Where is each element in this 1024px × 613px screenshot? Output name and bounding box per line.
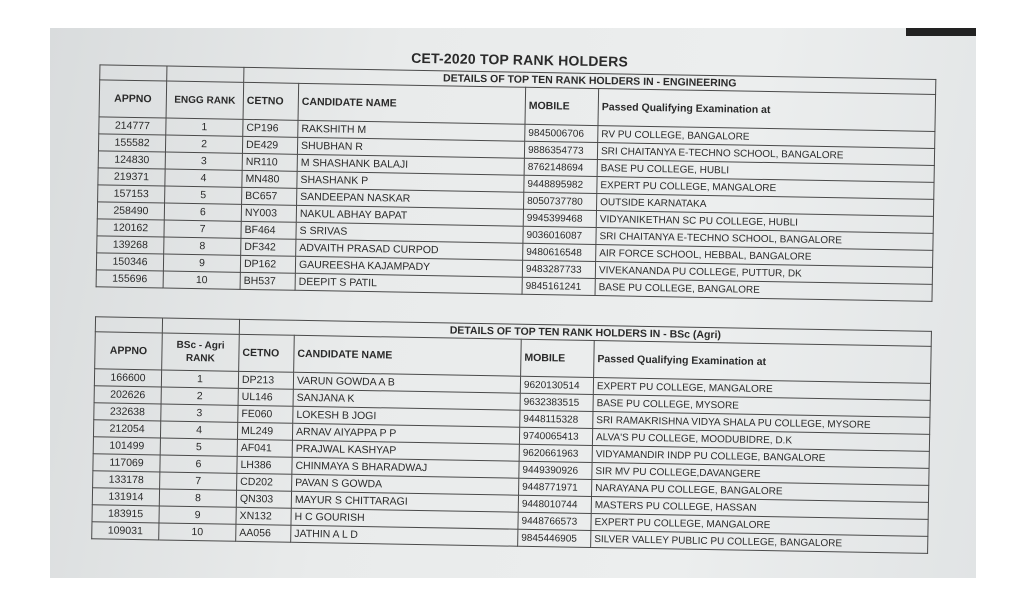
cell-rank: 2	[161, 387, 238, 405]
cell-candidate-name: MAYUR S CHITTARAGI	[291, 491, 518, 512]
header-cetno: CETNO	[243, 82, 299, 120]
cell-candidate-name: VARUN GOWDA A B	[293, 372, 520, 393]
cell-exam: NARAYANA PU COLLEGE, BANGALORE	[592, 480, 929, 503]
header-rank: ENGG RANK	[166, 81, 244, 119]
cell-mobile: 8762148694	[524, 158, 597, 176]
page-title: CET-2020 TOP RANK HOLDERS	[411, 49, 629, 70]
cell-rank: 10	[159, 523, 236, 541]
agri-caption: DETAILS OF TOP TEN RANK HOLDERS IN - BSc (Agri)	[239, 319, 931, 346]
cell-exam: OUTSIDE KARNATAKA	[596, 194, 933, 217]
agri-table	[91, 316, 932, 554]
header-rank: BSc - Agri RANK	[162, 333, 240, 371]
cell-cetno: MN480	[242, 170, 297, 188]
cell-mobile: 9886354773	[524, 141, 597, 159]
cell-exam: BASE PU COLLEGE, MYSORE	[593, 395, 930, 418]
cell-candidate-name: SANDEEPAN NASKAR	[297, 188, 524, 209]
cell-mobile: 9632383515	[520, 393, 593, 411]
cell-appno: 117069	[93, 454, 160, 472]
cell-cetno: UL146	[238, 388, 293, 406]
cell-rank: 1	[161, 370, 238, 388]
photo-corner-shadow	[906, 28, 976, 36]
cell-mobile: 9845161241	[522, 277, 595, 295]
cell-rank: 4	[160, 421, 237, 439]
cell-appno: 139268	[97, 236, 164, 254]
cell-rank: 8	[164, 237, 241, 255]
cell-mobile: 9448115328	[520, 410, 593, 428]
cell-candidate-name: DEEPIT S PATIL	[295, 273, 522, 294]
cell-appno: 214777	[99, 117, 166, 135]
cell-candidate-name: ADVAITH PRASAD CURPOD	[296, 239, 523, 260]
cell-cetno: LH386	[237, 456, 292, 474]
cell-candidate-name: S SRIVAS	[296, 222, 523, 243]
engineering-rows	[96, 117, 935, 302]
cell-exam: EXPERT PU COLLEGE, MANGALORE	[591, 513, 928, 536]
cell-cetno: BC657	[242, 187, 297, 205]
cell-appno: 109031	[92, 522, 159, 540]
cell-candidate-name: ARNAV AIYAPPA P P	[292, 423, 519, 444]
cell-rank: 8	[159, 489, 236, 507]
cell-appno: 183915	[92, 505, 159, 523]
cell-mobile: 9448895982	[524, 175, 597, 193]
cell-mobile: 9845006706	[525, 124, 598, 142]
cell-exam: VIDYAMANDIR INDP PU COLLEGE, BANGALORE	[592, 446, 929, 469]
cell-candidate-name: NAKUL ABHAY BAPAT	[296, 205, 523, 226]
cell-candidate-name: PRAJWAL KASHYAP	[292, 440, 519, 461]
engineering-caption: DETAILS OF TOP TEN RANK HOLDERS IN - ENGINEERING	[244, 67, 936, 94]
cell-cetno: CD202	[237, 473, 292, 491]
header-appno: APPNO	[99, 80, 167, 118]
cell-rank: 2	[165, 135, 242, 153]
cell-cetno: DF342	[241, 238, 296, 256]
cell-rank: 5	[165, 186, 242, 204]
cell-appno: 131914	[92, 488, 159, 506]
cell-rank: 10	[163, 271, 240, 289]
cell-mobile: 9448766573	[518, 512, 591, 530]
printed-sheet	[71, 34, 960, 578]
cell-cetno: NY003	[241, 204, 296, 222]
cell-mobile: 9036016087	[523, 226, 596, 244]
cell-candidate-name: M SHASHANK BALAJI	[297, 154, 524, 175]
cell-exam: VIVEKANANDA PU COLLEGE, PUTTUR, DK	[595, 262, 932, 285]
cell-rank: 9	[159, 506, 236, 524]
header-appno: APPNO	[95, 332, 163, 370]
cell-mobile: 9448771971	[519, 478, 592, 496]
cell-appno: 212054	[93, 420, 160, 438]
cell-appno: 155696	[96, 270, 163, 288]
cell-candidate-name: SANJANA K	[293, 389, 520, 410]
cell-exam: BASE PU COLLEGE, BANGALORE	[595, 279, 932, 302]
cell-mobile: 9740065413	[519, 427, 592, 445]
cell-exam: ALVA'S PU COLLEGE, MOODUBIDRE, D.K	[592, 429, 929, 452]
cell-rank: 5	[160, 438, 237, 456]
cell-cetno: BF464	[241, 221, 296, 239]
cell-cetno: AA056	[236, 524, 291, 542]
document-photo	[50, 28, 976, 578]
engineering-table	[96, 64, 937, 302]
cell-exam: MASTERS PU COLLEGE, HASSAN	[591, 496, 928, 519]
header-mobile: MOBILE	[525, 87, 599, 125]
cell-cetno: FE060	[238, 405, 293, 423]
cell-appno: 155582	[98, 134, 165, 152]
header-candidate-name: CANDIDATE NAME	[294, 335, 522, 376]
cell-appno: 219371	[98, 168, 165, 186]
cell-exam: EXPERT PU COLLEGE, MANGALORE	[593, 378, 930, 401]
cell-appno: 150346	[96, 253, 163, 271]
header-exam: Passed Qualifying Examination at	[598, 89, 936, 132]
cell-candidate-name: CHINMAYA S BHARADWAJ	[292, 457, 519, 478]
cell-exam: SIR MV PU COLLEGE,DAVANGERE	[592, 463, 929, 486]
cell-cetno: DP213	[238, 371, 293, 389]
cell-appno: 133178	[93, 471, 160, 489]
cell-rank: 9	[163, 254, 240, 272]
cell-rank: 4	[165, 169, 242, 187]
cell-appno: 120162	[97, 219, 164, 237]
cell-mobile: 9845446905	[518, 529, 591, 547]
cell-rank: 7	[164, 220, 241, 238]
cell-exam: SRI RAMAKRISHNA VIDYA SHALA PU COLLEGE, MYSORE	[593, 412, 930, 435]
cell-candidate-name: JATHIN A L D	[291, 525, 518, 546]
cell-exam: BASE PU COLLEGE, HUBLI	[597, 160, 934, 183]
cell-exam: AIR FORCE SCHOOL, HEBBAL, BANGALORE	[596, 245, 933, 268]
cell-mobile: 9483287733	[522, 260, 595, 278]
cell-exam: RV PU COLLEGE, BANGALORE	[598, 126, 935, 149]
cell-cetno: XN132	[236, 507, 291, 525]
cell-cetno: BH537	[240, 272, 295, 290]
cell-appno: 202626	[94, 386, 161, 404]
cell-candidate-name: RAKSHITH M	[298, 120, 525, 141]
cell-mobile: 9448010744	[518, 495, 591, 513]
cell-mobile: 9945399468	[523, 209, 596, 227]
cell-rank: 7	[160, 472, 237, 490]
cell-candidate-name: GAUREESHA KAJAMPADY	[295, 256, 522, 277]
cell-appno: 232638	[94, 403, 161, 421]
cell-exam: VIDYANIKETHAN SC PU COLLEGE, HUBLI	[596, 211, 933, 234]
cell-appno: 157153	[98, 185, 165, 203]
cell-candidate-name: PAVAN S GOWDA	[292, 474, 519, 495]
cell-cetno: DE429	[242, 136, 297, 154]
cell-cetno: QN303	[236, 490, 291, 508]
cell-rank: 6	[164, 203, 241, 221]
cell-appno: 258490	[97, 202, 164, 220]
cell-cetno: NR110	[242, 153, 297, 171]
cell-cetno: DP162	[240, 255, 295, 273]
header-exam: Passed Qualifying Examination at	[594, 341, 932, 384]
cell-rank: 3	[165, 152, 242, 170]
cell-appno: 166600	[94, 369, 161, 387]
header-candidate-name: CANDIDATE NAME	[298, 83, 526, 124]
cell-mobile: 9480616548	[523, 243, 596, 261]
cell-rank: 1	[166, 118, 243, 136]
header-cetno: CETNO	[239, 334, 295, 372]
cell-cetno: ML249	[237, 422, 292, 440]
cell-appno: 101499	[93, 437, 160, 455]
cell-candidate-name: H C GOURISH	[291, 508, 518, 529]
cell-cetno: CP196	[243, 119, 298, 137]
cell-rank: 3	[161, 404, 238, 422]
header-mobile: MOBILE	[521, 339, 595, 377]
cell-exam: SILVER VALLEY PUBLIC PU COLLEGE, BANGALORE	[591, 530, 928, 553]
cell-appno: 124830	[98, 151, 165, 169]
cell-cetno: AF041	[237, 439, 292, 457]
cell-candidate-name: LOKESH B JOGI	[293, 406, 520, 427]
cell-mobile: 9620130514	[520, 376, 593, 394]
cell-mobile: 9620661963	[519, 444, 592, 462]
cell-mobile: 8050737780	[524, 192, 597, 210]
cell-mobile: 9449390926	[519, 461, 592, 479]
cell-candidate-name: SHASHANK P	[297, 171, 524, 192]
cell-rank: 6	[160, 455, 237, 473]
cell-candidate-name: SHUBHAN R	[297, 137, 524, 158]
agri-rows	[92, 369, 931, 554]
cell-exam: SRI CHAITANYA E-TECHNO SCHOOL, BANGALORE	[597, 143, 934, 166]
cell-exam: SRI CHAITANYA E-TECHNO SCHOOL, BANGALORE	[596, 228, 933, 251]
cell-exam: EXPERT PU COLLEGE, MANGALORE	[597, 177, 934, 200]
